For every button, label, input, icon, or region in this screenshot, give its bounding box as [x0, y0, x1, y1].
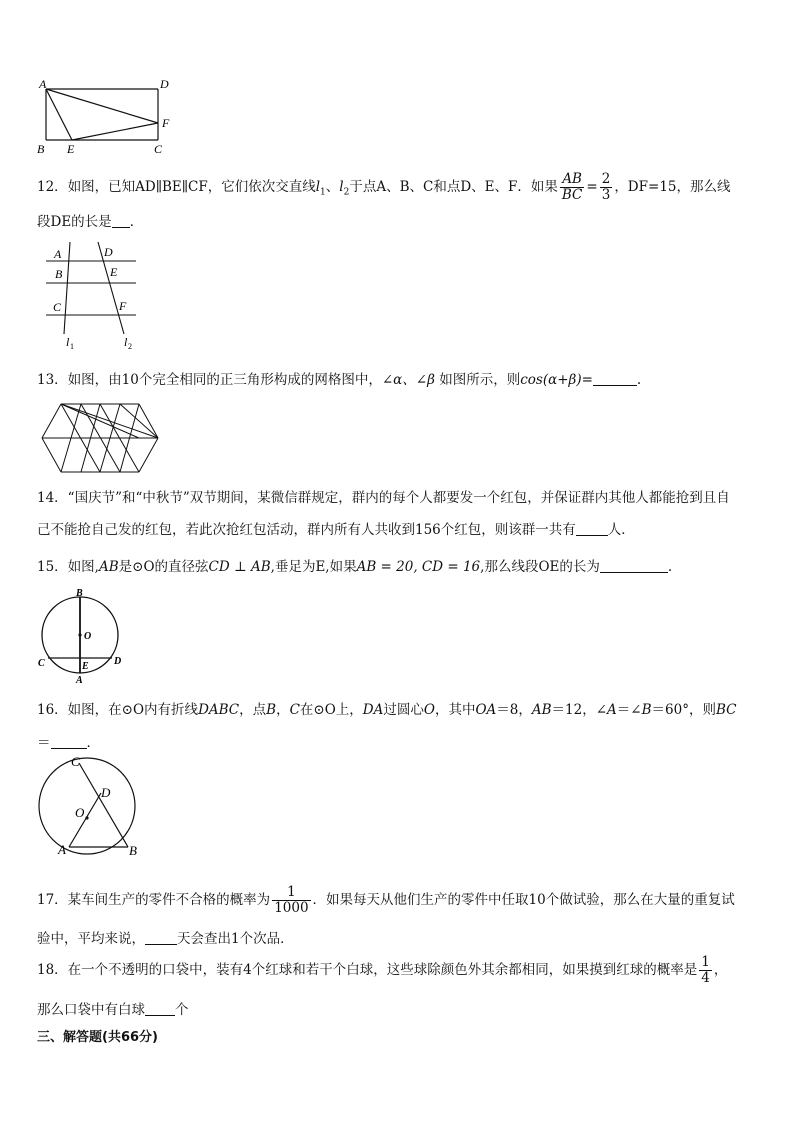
- q12-label-l2-sub: 2: [128, 342, 132, 351]
- q18-line2-post: 个: [175, 1002, 189, 1018]
- q16-label-d: D: [101, 785, 111, 800]
- q13-angles: ∠α、∠β: [381, 372, 435, 388]
- label-f: F: [162, 116, 170, 130]
- q12-label-a: A: [54, 247, 62, 261]
- q15-text-4: ,那么线段OE的长为: [480, 559, 600, 575]
- q12-frac2-num: 2: [601, 171, 611, 187]
- q12-label-e: E: [110, 265, 118, 279]
- q16-a: A: [607, 702, 617, 718]
- q16-text-e: 过圆心: [383, 702, 424, 718]
- q12-text-1: 如图，已知AD∥BE∥CF，它们依次交直线: [67, 179, 316, 195]
- figure-triangle-grid: [38, 400, 164, 478]
- q12-label-b: B: [55, 267, 63, 281]
- label-e: E: [67, 142, 75, 156]
- q17-text-2: ．如果每天从他们生产的零件中任取10个做试验，那么在大量的重复试: [312, 892, 735, 908]
- q15-label-c: C: [38, 658, 45, 669]
- q12-answer-blank[interactable]: [112, 214, 130, 228]
- label-c: C: [154, 142, 163, 156]
- q16-line2-pre: ＝: [37, 735, 51, 751]
- question-12-line-1: [37, 172, 731, 203]
- q12-l2-sub: 2: [343, 187, 350, 198]
- question-15-line: [37, 555, 672, 575]
- question-13-line: [37, 368, 641, 388]
- question-14-line-2: [37, 518, 635, 538]
- figure-circle-diameter-chord: [36, 586, 126, 686]
- q12-fraction-2-3: [600, 172, 613, 203]
- q16-text-c: ，: [276, 702, 290, 718]
- q15-cd-perp-ab: CD ⊥ AB: [208, 559, 271, 575]
- q18-line2-pre: 那么口袋中有白球: [37, 1002, 145, 1018]
- q15-label-d: D: [114, 656, 122, 667]
- q16-text-j: ＝60°，则: [651, 702, 716, 718]
- q16-text-h: ＝12，∠: [551, 702, 608, 718]
- q12-line2-pre: 段DE的长是: [37, 214, 112, 230]
- q17-line2-post: 天会查出1个次品．: [177, 931, 294, 947]
- q15-ab: AB: [98, 559, 119, 575]
- q12-line2-post: ．: [129, 214, 144, 230]
- q12-label-c: C: [53, 300, 62, 314]
- q16-b2: B: [641, 702, 652, 718]
- q16-label-o: O: [75, 805, 85, 820]
- q12-frac2-den: 3: [601, 187, 611, 203]
- q16-line2-post: ．: [86, 735, 100, 751]
- q15-text-2: 是⊙O的直径弦: [118, 559, 209, 575]
- q14-answer-blank[interactable]: [576, 522, 608, 536]
- q16-da: DA: [362, 702, 384, 718]
- q16-text-d: 在⊙O上，: [299, 702, 363, 718]
- q12-frac-num: AB: [560, 172, 585, 188]
- q17-answer-blank[interactable]: [145, 931, 177, 945]
- q18-answer-blank[interactable]: [145, 1002, 175, 1016]
- q12-eq: =: [586, 179, 598, 195]
- q14-line2-pre: 己不能抢自己发的红包，若此次抢红包活动，群内所有人共收到156个红包，则该群一共有: [37, 522, 576, 538]
- q17-fraction: [272, 885, 310, 916]
- q16-b: B: [266, 702, 277, 718]
- q16-label-c: C: [71, 755, 80, 769]
- question-16-line-2: [37, 731, 100, 751]
- q15-text-3: ,垂足为E,如果: [270, 559, 357, 575]
- q16-o: O: [423, 702, 435, 718]
- q15-answer-blank[interactable]: [600, 559, 668, 573]
- section-3-title: 三、解答题(共66分): [37, 1030, 158, 1045]
- q12-sep: 、: [325, 179, 340, 195]
- q17-frac-num: 1: [272, 885, 310, 901]
- q16-c: C: [289, 702, 300, 718]
- q16-text-a: 16．如图，在⊙O内有折线: [37, 702, 199, 718]
- q12-l1-sub: 1: [320, 187, 326, 198]
- q12-l2: l: [339, 179, 344, 195]
- q16-text-i: ＝∠: [616, 702, 642, 718]
- question-12-line-2: [37, 210, 143, 230]
- question-17-line-1: [37, 885, 735, 916]
- q16-oa: OA: [475, 702, 497, 718]
- q15-end: .: [667, 559, 673, 575]
- q12-label-l1: l: [66, 335, 70, 349]
- q13-text-1: 如图，由10个完全相同的正三角形构成的网格图中，: [67, 372, 382, 388]
- q16-answer-blank[interactable]: [51, 735, 87, 749]
- q12-label-l2: l: [124, 335, 128, 349]
- q16-dabc: DABC: [198, 702, 240, 718]
- q16-text-f: ，其中: [434, 702, 476, 718]
- question-16-line-1: [37, 698, 736, 718]
- question-18-line-2: [37, 998, 189, 1018]
- label-d: D: [160, 77, 169, 91]
- figure-parallel-lines: [38, 238, 144, 354]
- q13-text-2: 如图所示，则: [434, 372, 521, 388]
- q12-l1: l: [315, 179, 321, 195]
- q12-text-3: ，DF=15，那么线: [614, 179, 731, 195]
- q14-line2-post: 人．: [607, 522, 635, 538]
- q13-answer-blank[interactable]: [593, 372, 637, 386]
- q15-label-b: B: [76, 588, 83, 599]
- q16-bc: BC: [715, 702, 737, 718]
- q15-condition: AB = 20, CD = 16: [356, 559, 481, 575]
- label-b: B: [37, 142, 45, 156]
- q12-label-l1-sub: 1: [70, 342, 74, 351]
- q18-frac-den: 4: [701, 970, 710, 986]
- q17-line2-pre: 验中，平均来说，: [37, 931, 145, 947]
- q16-text-g: ＝8，: [496, 702, 532, 718]
- figure-circle-broken-line: [34, 755, 144, 861]
- q15-text-1: 如图,: [67, 559, 99, 575]
- q13-cos-expression: cos(α+β)=: [520, 372, 593, 388]
- q15-label-a: A: [76, 675, 83, 686]
- q16-label-b: B: [129, 843, 137, 858]
- q17-frac-den: 1000: [274, 900, 309, 916]
- q13-end: .: [636, 372, 642, 388]
- q16-ab: AB: [531, 702, 552, 718]
- q15-number: 15．: [37, 559, 68, 575]
- q12-fraction-ab-bc: [560, 172, 585, 203]
- figure-rectangle-abcd: [34, 76, 180, 158]
- q12-label-f: F: [119, 299, 127, 313]
- question-17-line-2: [37, 927, 294, 947]
- q18-text-1: 18．在一个不透明的口袋中，装有4个红球和若干个白球，这些球除颜色外其余都相同，如果摸到红球的概率是: [37, 962, 698, 978]
- q18-fraction: [699, 955, 712, 986]
- q12-number: 12．: [37, 179, 68, 195]
- q18-text-2: ，: [713, 962, 728, 978]
- q17-text-1: 17．某车间生产的零件不合格的概率为: [37, 892, 271, 908]
- q16-label-a: A: [58, 842, 66, 857]
- question-14-line-1: 14．“国庆节”和“中秋节”双节期间，某微信群规定，群内的每个人都要发一个红包，并保证群内其他人都能抢到且自: [37, 490, 730, 506]
- q15-label-e: E: [82, 661, 89, 672]
- q16-text-b: ，点: [239, 702, 267, 718]
- q12-label-d: D: [104, 245, 113, 259]
- q18-frac-num: 1: [701, 954, 710, 970]
- q12-frac-den: BC: [561, 187, 583, 203]
- q15-label-o: O: [84, 631, 92, 642]
- q12-text-2: 于点A、B、C和点D、E、F．如果: [349, 179, 558, 195]
- q13-number: 13．: [37, 372, 68, 388]
- question-18-line-1: [37, 955, 727, 986]
- label-a: A: [39, 77, 47, 91]
